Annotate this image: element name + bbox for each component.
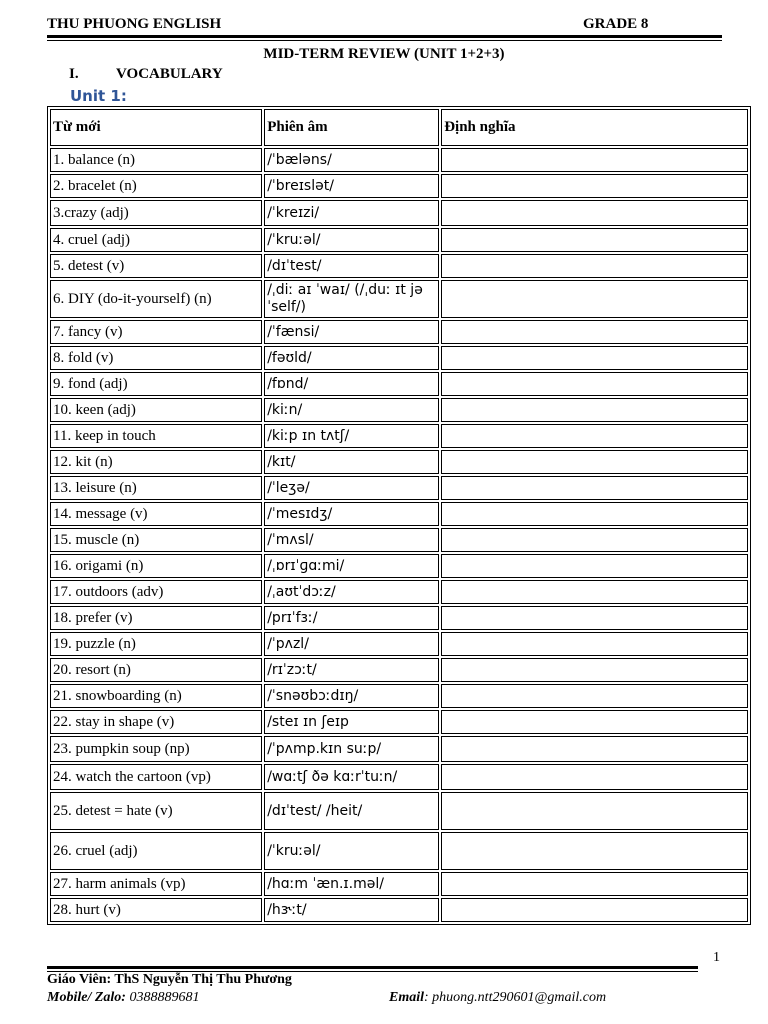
vocab-pronunciation-cell: /ˈfænsi/ (264, 320, 439, 344)
vocab-pronunciation-cell: /ˈpʌmp.kɪn suːp/ (264, 736, 439, 762)
vocab-definition-cell (441, 372, 748, 396)
vocab-word-cell: 12. kit (n) (50, 450, 262, 474)
vocab-pronunciation-cell: /ˈkruːəl/ (264, 228, 439, 252)
vocab-definition-cell (441, 580, 748, 604)
table-row (50, 372, 748, 396)
vocab-word-cell: 11. keep in touch (50, 424, 262, 448)
table-row (50, 148, 748, 172)
vocab-definition-cell (441, 606, 748, 630)
vocab-pronunciation-cell: /fəʊld/ (264, 346, 439, 370)
vocab-definition-cell (441, 174, 748, 198)
footer-mobile: 0388889681 (125, 990, 200, 1005)
vocab-definition-cell (441, 280, 748, 318)
vocab-definition-cell (441, 764, 748, 790)
table-row (50, 554, 748, 578)
vocab-pronunciation-cell: /ˈleʒə/ (264, 476, 439, 500)
table-row (50, 764, 748, 790)
table-row (50, 872, 748, 896)
vocab-pronunciation-cell: /steɪ ɪn ʃeɪp (264, 710, 439, 734)
vocab-word-cell: 25. detest = hate (v) (50, 792, 262, 830)
vocab-definition-cell (441, 320, 748, 344)
vocab-definition-cell (441, 632, 748, 656)
section-name: VOCABULARY (116, 66, 223, 82)
vocab-word-cell: 23. pumpkin soup (np) (50, 736, 262, 762)
footer-contact (47, 990, 727, 1006)
footer-email-block (389, 990, 606, 1006)
vocab-pronunciation-cell: /ˌaʊtˈdɔːz/ (264, 580, 439, 604)
vocab-word-cell: 8. fold (v) (50, 346, 262, 370)
vocab-pronunciation-cell: /prɪˈfɜː/ (264, 606, 439, 630)
vocab-word-cell: 16. origami (n) (50, 554, 262, 578)
table-row (50, 658, 748, 682)
table-row (50, 710, 748, 734)
vocab-pronunciation-cell: /hɑːm ˈæn.ɪ.məl/ (264, 872, 439, 896)
table-row (50, 792, 748, 830)
vocab-pronunciation-cell: /kiːp ɪn tʌtʃ/ (264, 424, 439, 448)
table-row (50, 398, 748, 422)
vocab-pronunciation-cell: /ˈmesɪdʒ/ (264, 502, 439, 526)
table-row (50, 424, 748, 448)
header-rule-thick (47, 35, 722, 38)
table-row (50, 174, 748, 198)
vocab-pronunciation-cell: /ˈbreɪslət/ (264, 174, 439, 198)
table-row (50, 320, 748, 344)
vocab-word-cell: 22. stay in shape (v) (50, 710, 262, 734)
vocab-definition-cell (441, 148, 748, 172)
footer-rule-thick (47, 966, 698, 969)
vocab-pronunciation-cell: /ˌɒrɪˈɡɑːmi/ (264, 554, 439, 578)
vocab-definition-cell (441, 502, 748, 526)
vocab-word-cell: 21. snowboarding (n) (50, 684, 262, 708)
vocab-word-cell: 9. fond (adj) (50, 372, 262, 396)
header-rule-thin (47, 40, 722, 41)
vocab-definition-cell (441, 228, 748, 252)
vocab-word-cell: 27. harm animals (vp) (50, 872, 262, 896)
section-heading (69, 66, 223, 83)
vocab-word-cell: 19. puzzle (n) (50, 632, 262, 656)
vocab-definition-cell (441, 254, 748, 278)
vocab-pronunciation-cell: /ˈpʌzl/ (264, 632, 439, 656)
table-row (50, 606, 748, 630)
vocab-definition-cell (441, 736, 748, 762)
vocab-word-cell: 28. hurt (v) (50, 898, 262, 922)
vocab-definition-cell (441, 450, 748, 474)
vocab-pronunciation-cell: /ˈsnəʊbɔːdɪŋ/ (264, 684, 439, 708)
table-row (50, 502, 748, 526)
table-row (50, 450, 748, 474)
column-header-pronunciation: Phiên âm (264, 109, 439, 146)
vocab-definition-cell (441, 346, 748, 370)
vocab-word-cell: 13. leisure (n) (50, 476, 262, 500)
footer-email: : phuong.ntt290601@gmail.com (424, 990, 607, 1005)
vocab-pronunciation-cell: /kɪt/ (264, 450, 439, 474)
vocab-word-cell: 3.crazy (adj) (50, 200, 262, 226)
table-row (50, 200, 748, 226)
table-header-row (50, 109, 748, 146)
vocab-word-cell: 26. cruel (adj) (50, 832, 262, 870)
page-header (47, 16, 721, 36)
vocab-word-cell: 18. prefer (v) (50, 606, 262, 630)
vocab-definition-cell (441, 476, 748, 500)
vocab-definition-cell (441, 424, 748, 448)
vocab-definition-cell (441, 792, 748, 830)
vocab-pronunciation-cell: /ˈmʌsl/ (264, 528, 439, 552)
vocab-word-cell: 1. balance (n) (50, 148, 262, 172)
vocab-definition-cell (441, 528, 748, 552)
vocab-pronunciation-cell: /dɪˈtest/ (264, 254, 439, 278)
vocab-word-cell: 14. message (v) (50, 502, 262, 526)
table-row (50, 476, 748, 500)
table-row (50, 228, 748, 252)
vocab-definition-cell (441, 684, 748, 708)
table-row (50, 898, 748, 922)
vocab-pronunciation-cell: /ˈbæləns/ (264, 148, 439, 172)
page-number: 1 (713, 950, 720, 965)
vocab-word-cell: 4. cruel (adj) (50, 228, 262, 252)
vocab-definition-cell (441, 200, 748, 226)
vocab-pronunciation-cell: /kiːn/ (264, 398, 439, 422)
vocab-word-cell: 20. resort (n) (50, 658, 262, 682)
table-row (50, 346, 748, 370)
vocab-word-cell: 10. keen (adj) (50, 398, 262, 422)
header-school: THU PHUONG ENGLISH (47, 16, 222, 32)
document-title: MID-TERM REVIEW (UNIT 1+2+3) (263, 46, 505, 62)
vocab-pronunciation-cell: /hɝːt/ (264, 898, 439, 922)
vocab-pronunciation-cell: /fɒnd/ (264, 372, 439, 396)
vocab-word-cell: 24. watch the cartoon (vp) (50, 764, 262, 790)
vocab-pronunciation-cell: /wɑːtʃ ðə kɑːrˈtuːn/ (264, 764, 439, 790)
footer-mobile-label: Mobile/ Zalo: (47, 990, 126, 1005)
header-grade: GRADE 8 (583, 16, 649, 32)
vocab-word-cell: 15. muscle (n) (50, 528, 262, 552)
vocab-definition-cell (441, 398, 748, 422)
table-row (50, 684, 748, 708)
vocab-word-cell: 2. bracelet (n) (50, 174, 262, 198)
table-row (50, 528, 748, 552)
vocab-word-cell: 17. outdoors (adv) (50, 580, 262, 604)
table-row (50, 280, 748, 318)
vocab-definition-cell (441, 658, 748, 682)
vocab-word-cell: 5. detest (v) (50, 254, 262, 278)
table-row (50, 632, 748, 656)
vocabulary-table (47, 106, 751, 925)
footer-email-label: Email (389, 990, 425, 1005)
table-row (50, 580, 748, 604)
vocab-definition-cell (441, 710, 748, 734)
table-row (50, 254, 748, 278)
unit-label: Unit 1: (70, 87, 127, 105)
vocab-definition-cell (441, 832, 748, 870)
section-number: I. (69, 66, 79, 82)
vocab-definition-cell (441, 554, 748, 578)
column-header-word: Từ mới (50, 109, 262, 146)
vocab-pronunciation-cell: /dɪˈtest/ /heit/ (264, 792, 439, 830)
vocab-word-cell: 6. DIY (do-it-yourself) (n) (50, 280, 262, 318)
vocab-pronunciation-cell: /ˈkruːəl/ (264, 832, 439, 870)
vocab-pronunciation-cell: /rɪˈzɔːt/ (264, 658, 439, 682)
vocab-pronunciation-cell: /ˌdiː aɪ ˈwaɪ/ (/ˌduː ɪt jə ˈself/) (264, 280, 439, 318)
vocab-definition-cell (441, 872, 748, 896)
table-row (50, 832, 748, 870)
table-row (50, 736, 748, 762)
column-header-definition: Định nghĩa (441, 109, 748, 146)
footer-teacher: Giáo Viên: ThS Nguyễn Thị Thu Phương (47, 972, 292, 987)
vocab-pronunciation-cell: /ˈkreɪzi/ (264, 200, 439, 226)
vocab-word-cell: 7. fancy (v) (50, 320, 262, 344)
vocab-definition-cell (441, 898, 748, 922)
